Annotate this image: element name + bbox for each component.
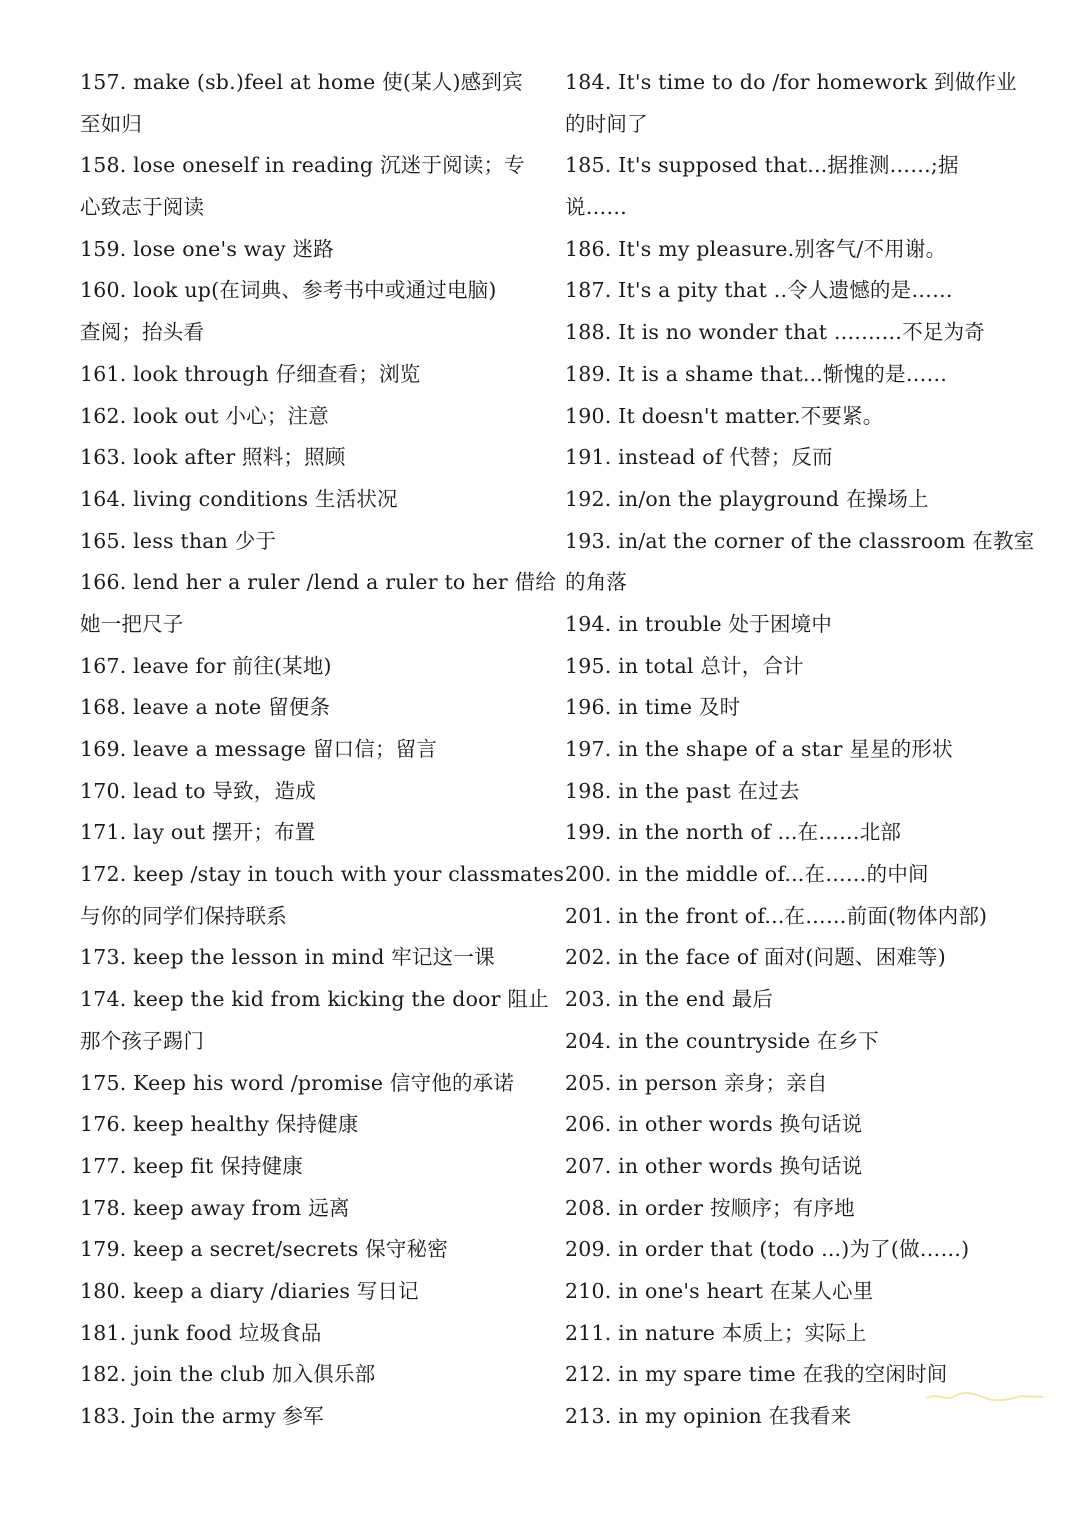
vocab-entry (80, 854, 565, 937)
entry-line: 206. in other words 换句话说 (565, 1112, 863, 1137)
entry-line: 185. It's supposed that...据推测……;据 (565, 153, 959, 178)
vocab-entry (565, 1021, 1005, 1063)
entry-line: 159. lose one's way 迷路 (80, 236, 334, 261)
entry-continuation-line: 的时间了 (565, 111, 648, 136)
vocab-entry (565, 229, 1005, 271)
vocab-entry (80, 729, 520, 771)
vocab-entry (80, 1063, 520, 1105)
vocab-entry (80, 646, 520, 688)
entry-line: 195. in total 总计，合计 (565, 653, 804, 678)
entry-continuation-line: 心致志于阅读 (80, 195, 205, 220)
vocab-entry (80, 562, 557, 645)
vocab-entry (565, 937, 1005, 979)
vocab-entry (80, 937, 520, 979)
entry-line: 176. keep healthy 保持健康 (80, 1112, 359, 1137)
entry-line: 181. junk food 垃圾食品 (80, 1320, 322, 1345)
entry-line: 207. in other words 换句话说 (565, 1153, 863, 1178)
entry-continuation-line: 的角落 (565, 570, 628, 595)
entry-line: 173. keep the lesson in mind 牢记这一课 (80, 945, 495, 970)
vocab-entry (565, 312, 1005, 354)
entry-line: 166. lend her a ruler /lend a ruler to her 借给 (80, 570, 557, 595)
vocab-entry (565, 1063, 1005, 1105)
vocab-entry (565, 812, 1005, 854)
entry-line: 160. look up(在词典、参考书中或通过电脑) (80, 278, 497, 303)
vocab-entry (565, 521, 1035, 604)
vocab-entry (80, 1229, 520, 1271)
entry-line: 164. living conditions 生活状况 (80, 486, 398, 511)
vocab-entry (565, 396, 1005, 438)
entry-line: 189. It is a shame that...惭愧的是…… (565, 361, 948, 386)
entry-line: 179. keep a secret/secrets 保守秘密 (80, 1237, 448, 1262)
entry-line: 193. in/at the corner of the classroom 在教室 (565, 528, 1035, 553)
entry-line: 188. It is no wonder that ..…..…不足为奇 (565, 320, 986, 345)
entry-line: 201. in the front of...在……前面(物体内部) (565, 903, 988, 928)
entry-line: 205. in person 亲身；亲自 (565, 1070, 828, 1095)
vocab-entry (80, 1188, 520, 1230)
entry-line: 170. lead to 导致，造成 (80, 778, 316, 803)
entry-line: 169. leave a message 留口信；留言 (80, 737, 438, 761)
entry-continuation-line: 说…… (565, 195, 628, 220)
entry-line: 204. in the countryside 在乡下 (565, 1028, 880, 1053)
entry-line: 210. in one's heart 在某人心里 (565, 1278, 874, 1303)
vocab-entry (565, 1229, 1005, 1271)
entry-line: 183. Join the army 参军 (80, 1404, 324, 1428)
vocab-entry (565, 1271, 1005, 1313)
entry-line: 172. keep /stay in touch with your classmates (80, 862, 565, 887)
vocab-entry (565, 604, 1005, 646)
vocab-entry (565, 1188, 1005, 1230)
vocab-entry (80, 1354, 520, 1396)
vocab-entry (80, 1396, 520, 1438)
entry-line: 202. in the face of 面对(问题、困难等) (565, 945, 946, 970)
vocab-entry (80, 229, 520, 271)
vocab-entry (565, 479, 1005, 521)
vocab-entry (80, 771, 520, 813)
entry-line: 194. in trouble 处于困境中 (565, 611, 833, 636)
vocab-entry (565, 896, 1005, 938)
entry-line: 187. It's a pity that ..令人遗憾的是…… (565, 278, 953, 303)
entry-line: 167. leave for 前往(某地) (80, 653, 332, 678)
vocab-entry (565, 1104, 1005, 1146)
entry-line: 192. in/on the playground 在操场上 (565, 486, 929, 511)
vocab-entry (80, 62, 523, 145)
entry-line: 211. in nature 本质上；实际上 (565, 1320, 867, 1345)
vocab-entry (565, 145, 1005, 228)
entry-line: 199. in the north of ...在……北部 (565, 820, 902, 845)
vocab-entry (565, 270, 1005, 312)
vocab-entry (565, 62, 1017, 145)
vocab-entry (565, 437, 1005, 479)
entry-line: 186. It's my pleasure.别客气/不用谢。 (565, 236, 947, 261)
vocab-entry (565, 354, 1005, 396)
vocab-entry (565, 979, 1005, 1021)
entry-continuation-line: 查阅；抬头看 (80, 320, 205, 345)
vocab-entry (565, 1146, 1005, 1188)
vocab-entry (80, 521, 520, 563)
entry-line: 184. It's time to do /for homework 到做作业 (565, 70, 1017, 94)
vocab-entry (80, 1271, 520, 1313)
entry-line: 165. less than 少于 (80, 528, 277, 553)
entry-line: 177. keep fit 保持健康 (80, 1153, 303, 1178)
right-column (565, 62, 1035, 1438)
entry-line: 175. Keep his word /promise 信守他的承诺 (80, 1070, 515, 1095)
entry-line: 212. in my spare time 在我的空闲时间 (565, 1362, 948, 1387)
entry-continuation-line: 至如归 (80, 111, 143, 136)
entry-line: 200. in the middle of...在……的中间 (565, 862, 929, 887)
vocab-entry (80, 812, 520, 854)
vocab-entry (565, 687, 1005, 729)
entry-line: 182. join the club 加入俱乐部 (80, 1362, 376, 1387)
entry-line: 197. in the shape of a star 星星的形状 (565, 737, 953, 761)
entry-line: 178. keep away from 远离 (80, 1195, 350, 1220)
entry-line: 191. instead of 代替；反而 (565, 445, 833, 470)
entry-line: 163. look after 照料；照顾 (80, 445, 346, 470)
vocab-entry (565, 729, 1005, 771)
entry-line: 190. It doesn't matter.不要紧。 (565, 403, 884, 428)
vocab-entry (80, 437, 520, 479)
entry-line: 196. in time 及时 (565, 695, 741, 720)
entry-line: 203. in the end 最后 (565, 987, 774, 1012)
vocab-entry (565, 771, 1005, 813)
vocab-entry (80, 1313, 520, 1355)
entry-line: 213. in my opinion 在我看来 (565, 1404, 852, 1428)
vocab-entry (565, 1313, 1005, 1355)
entry-line: 171. lay out 摆开；布置 (80, 820, 316, 845)
vocab-entry (80, 687, 520, 729)
entry-continuation-line: 那个孩子踢门 (80, 1028, 205, 1053)
vocab-entry (80, 979, 549, 1062)
entry-line: 161. look through 仔细查看；浏览 (80, 361, 421, 386)
entry-line: 162. look out 小心；注意 (80, 403, 329, 428)
vocab-entry (80, 1104, 520, 1146)
entry-line: 209. in order that (todo ...)为了(做……) (565, 1237, 970, 1262)
vocab-entry (80, 1146, 520, 1188)
vocab-entry (565, 646, 1005, 688)
vocab-entry (80, 145, 525, 228)
vocab-entry (80, 479, 520, 521)
vocab-entry (565, 854, 1005, 896)
entry-line: 198. in the past 在过去 (565, 778, 800, 803)
entry-continuation-line: 与你的同学们保持联系 (80, 903, 287, 928)
left-column (80, 62, 565, 1438)
entry-line: 158. lose oneself in reading 沉迷于阅读；专 (80, 153, 525, 178)
watermark-scribble (925, 1388, 1045, 1404)
entry-line: 174. keep the kid from kicking the door 阻止 (80, 987, 549, 1012)
vocab-entry (80, 270, 520, 353)
entry-line: 208. in order 按顺序；有序地 (565, 1195, 855, 1220)
entry-line: 157. make (sb.)feel at home 使(某人)感到宾 (80, 70, 523, 94)
entry-line: 168. leave a note 留便条 (80, 695, 331, 720)
entry-line: 180. keep a diary /diaries 写日记 (80, 1278, 419, 1303)
entry-continuation-line: 她一把尺子 (80, 611, 184, 636)
vocab-entry (80, 396, 520, 438)
vocab-entry (80, 354, 520, 396)
